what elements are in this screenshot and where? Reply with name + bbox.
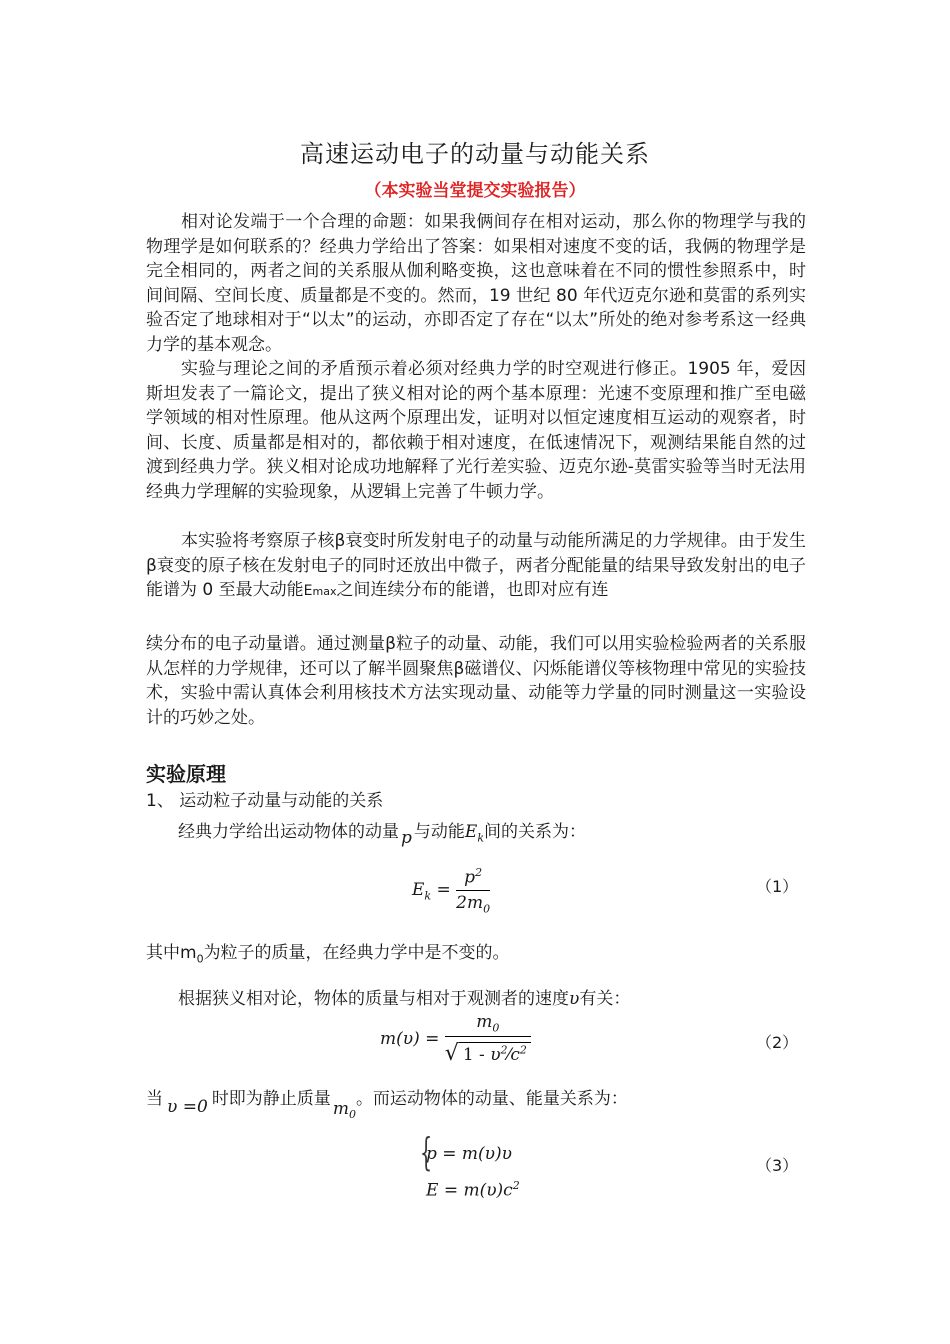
page-subtitle: （本实验当堂提交实验报告）	[364, 181, 586, 201]
symbol-v: υ	[569, 989, 580, 1009]
line-4-text-c: 。而运动物体的动量、能量关系为：	[355, 1089, 628, 1109]
section-heading: 实验原理	[146, 762, 226, 786]
line-1-text-b: 与动能	[413, 822, 465, 842]
eq1-lhs-sub: k	[424, 889, 432, 903]
paragraph-3-tail: 之间连续分布的能谱，也即对应有连	[336, 580, 609, 600]
eq2-rad-c: c	[510, 1045, 520, 1066]
symbol-v-zero: υ =0	[167, 1097, 208, 1117]
symbol-m: m	[332, 1099, 349, 1119]
eq1-lhs: E	[412, 880, 425, 901]
eq2-rad-c-sup: 2	[519, 1043, 527, 1057]
eq3-row-2-text: E = m(υ)c	[426, 1180, 513, 1201]
text-line-1	[178, 817, 586, 848]
text-line-2	[146, 938, 510, 965]
paragraph-4: 续分布的电子动量谱。通过测量β粒子的动量、动能，我们可以用实验检验两者的关系服从怎样的力学规律，还可以了解半圆聚焦β磁谱仪、闪烁能谱仪等核物理中常见的实验技术，实验中需认真体会利用核技术方法实现动量、动能等力学量的同时测量这一实验设计的巧妙之处。	[146, 634, 806, 728]
eq3-row-1: p = m(υ)υ	[426, 1144, 512, 1164]
symbol-m0: m	[180, 943, 197, 963]
symbol-p: p	[401, 828, 412, 848]
line-2-text-a: 其中	[146, 943, 180, 963]
line-4-text-b: 时即为静止质量	[211, 1089, 331, 1109]
eq3-row-2	[426, 1170, 520, 1207]
eq1-equals: =	[436, 880, 451, 901]
eq2-fraction	[445, 1012, 531, 1066]
subsection-heading: 1、 运动粒子动量与动能的关系	[146, 791, 384, 811]
text-line-3	[178, 984, 630, 1009]
eq1-denominator-sub: 0	[483, 902, 491, 916]
symbol-ek-sub: k	[477, 831, 484, 845]
line-1-text-c: 间的关系为：	[483, 822, 586, 842]
symbol-m-sub: 0	[348, 1108, 356, 1122]
eq2-numerator: m	[476, 1012, 493, 1032]
eq1-numerator: p	[464, 867, 476, 888]
eq3-row-2-sup: 2	[512, 1179, 520, 1192]
eq2-radicand	[459, 1042, 531, 1065]
line-3-text-b: 有关：	[579, 989, 631, 1009]
line-4-text-a: 当	[146, 1089, 163, 1109]
paragraph-3-text: 本实验将考察原子核β衰变时所发射电子的动量与动能所满足的力学规律。由于发生β衰变的原子核在发射电子的同时还放出中微子，两者分配能量的结果导致发射出的电子能谱为 0 至最大动能	[146, 531, 806, 600]
paragraph-1: 相对论发端于一个合理的命题：如果我俩间存在相对运动，那么你的物理学与我的物理学是如何联系的？经典力学给出了答案：如果相对速度不变的话，我俩的物理学是完全相同的，两者之间的关系服从伽利略变换，这也意味着在不同的惯性参照系中，时间间隔、空间长度、质量都是不变的。然而，19 世纪 80 年代迈克尔逊和莫雷的系列实验否定了地球相对于“以太”的运动，亦即否定了存在“以太”所处的绝对参考系这一经典力学的基本观念。	[146, 212, 806, 355]
equation-3-number: （3）	[756, 1156, 799, 1175]
eq2-equals: =	[425, 1029, 440, 1050]
sqrt-sign: √	[444, 1041, 459, 1067]
equation-3	[426, 1138, 520, 1207]
symbol-m0-sub: 0	[196, 952, 204, 966]
eq2-slash: ⁄	[507, 1045, 511, 1066]
line-3-text-a: 根据狭义相对论，物体的质量与相对于观测者的速度	[178, 989, 569, 1009]
line-1-text-a: 经典力学给出运动物体的动量	[178, 822, 399, 842]
eq2-lhs: m(υ)	[380, 1029, 420, 1050]
symbol-ek: E	[464, 822, 478, 842]
eq2-numerator-sub: 0	[492, 1021, 500, 1035]
text-line-4	[146, 1084, 628, 1122]
equation-2-number: （2）	[756, 1033, 799, 1052]
eq1-fraction	[456, 866, 490, 915]
eq2-rad-v: υ	[490, 1045, 501, 1066]
equation-1-number: （1）	[756, 877, 799, 896]
paragraph-2: 实验与理论之间的矛盾预示着必须对经典力学的时空观进行修正。1905 年，爱因斯坦发表了一篇论文，提出了狭义相对论的两个基本原理：光速不变原理和推广至电磁学领域的相对性原理。他从这两个原理出发，证明对以恒定速度相互运动的观察者，时间、长度、质量都是相对的，都依赖于相对速度，在低速情况下，观测结果能自然的过渡到经典力学。狭义相对论成功地解释了光行差实验、迈克尔逊-莫雷实验等当时无法用经典力学理解的实验现象，从逻辑上完善了牛顿力学。	[146, 359, 806, 502]
emax-symbol: Emax	[303, 583, 337, 599]
eq2-rad-v-sup: 2	[500, 1043, 508, 1057]
equation-1	[412, 866, 490, 915]
eq1-denominator: 2m	[456, 892, 484, 913]
eq3-brace: {	[420, 1130, 433, 1174]
page-title: 高速运动电子的动量与动能关系	[300, 140, 650, 168]
eq2-rad-text: 1 -	[462, 1045, 491, 1066]
equation-2	[380, 1012, 531, 1066]
eq1-numerator-sup: 2	[475, 866, 483, 879]
paragraph-3	[146, 529, 806, 611]
line-2-text-b: 为粒子的质量，在经典力学中是不变的。	[203, 943, 510, 963]
